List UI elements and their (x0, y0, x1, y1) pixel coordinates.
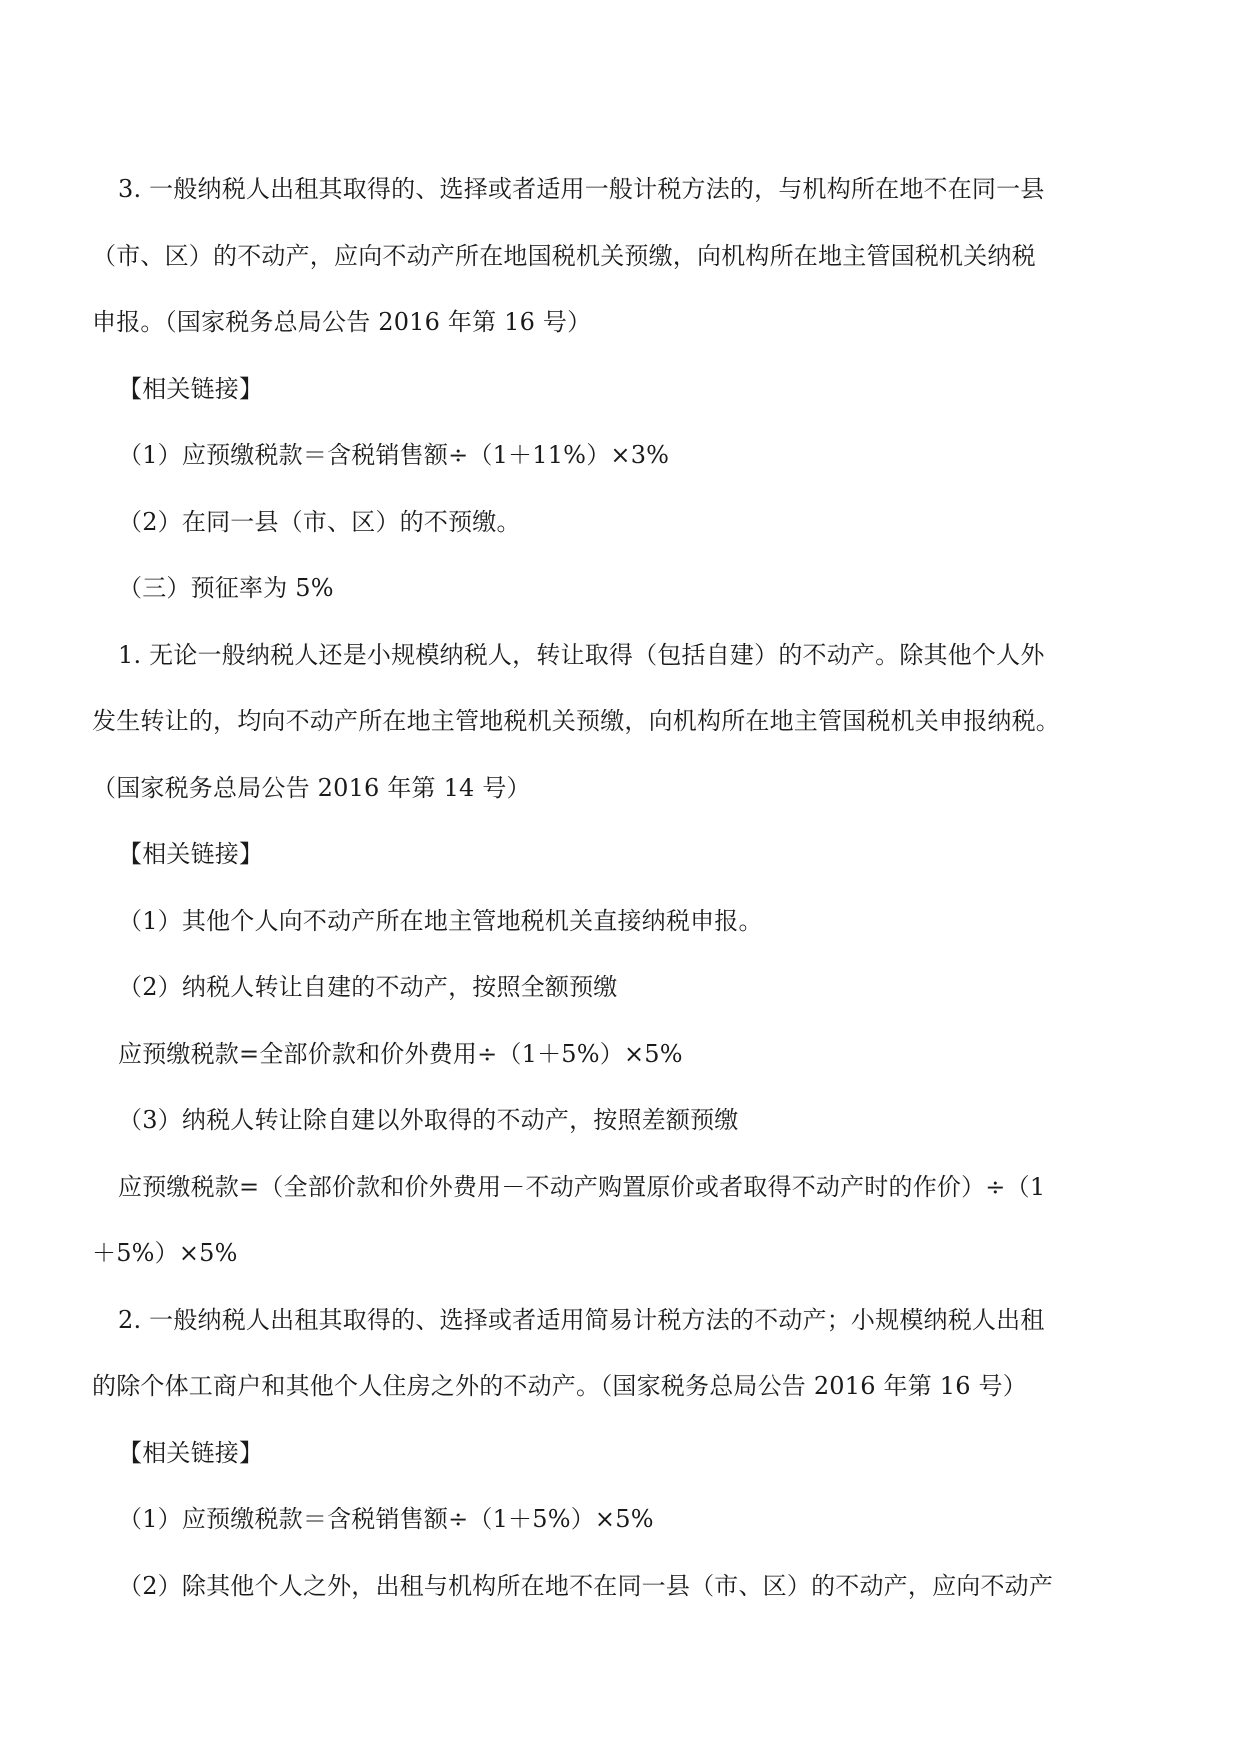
section-heading: （三）预征率为 5% (118, 574, 334, 602)
paragraph-line: 2. 一般纳税人出租其取得的、选择或者适用简易计税方法的不动产；小规模纳税人出租 (118, 1305, 1045, 1334)
paragraph-line: 3. 一般纳税人出租其取得的、选择或者适用一般计税方法的，与机构所在地不在同一县 (118, 175, 1045, 203)
paragraph-line: 发生转让的，均向不动产所在地主管地税机关预缴，向机构所在地主管国税机关申报纳税。 (92, 707, 1060, 735)
section-heading: 【相关链接】 (118, 840, 264, 868)
list-item: （2）在同一县（市、区）的不预缴。 (118, 507, 521, 536)
paragraph-line: 的除个体工商户和其他个人住房之外的不动产。（国家税务总局公告 2016 年第 16 号） (92, 1372, 1027, 1400)
list-item: （3）纳税人转让除自建以外取得的不动产，按照差额预缴 (118, 1106, 739, 1134)
formula-line: 应预缴税款=（全部价款和价外费用－不动产购置原价或者取得不动产时的作价）÷（1 (118, 1172, 1046, 1201)
paragraph-line: 1. 无论一般纳税人还是小规模纳税人，转让取得（包括自建）的不动产。除其他个人外 (118, 640, 1045, 669)
list-item: （1）应预缴税款＝含税销售额÷（1＋11%）×3% (118, 441, 670, 469)
section-heading: 【相关链接】 (118, 374, 264, 403)
paragraph-line: （国家税务总局公告 2016 年第 14 号） (92, 773, 531, 802)
list-item: （1）其他个人向不动产所在地主管地税机关直接纳税申报。 (118, 906, 763, 935)
formula-line: ＋5%）×5% (92, 1239, 238, 1267)
section-heading: 【相关链接】 (118, 1438, 264, 1467)
list-item: （2）除其他个人之外，出租与机构所在地不在同一县（市、区）的不动产，应向不动产 (118, 1571, 1054, 1600)
list-item: （2）纳税人转让自建的不动产，按照全额预缴 (118, 973, 618, 1001)
list-item: （1）应预缴税款＝含税销售额÷（1＋5%）×5% (118, 1505, 654, 1533)
paragraph-line: （市、区）的不动产，应向不动产所在地国税机关预缴，向机构所在地主管国税机关纳税 (92, 241, 1036, 270)
paragraph-line: 申报。（国家税务总局公告 2016 年第 16 号） (92, 308, 592, 336)
formula-line: 应预缴税款=全部价款和价外费用÷（1＋5%）×5% (118, 1039, 683, 1068)
document-page (92, 156, 1152, 1619)
